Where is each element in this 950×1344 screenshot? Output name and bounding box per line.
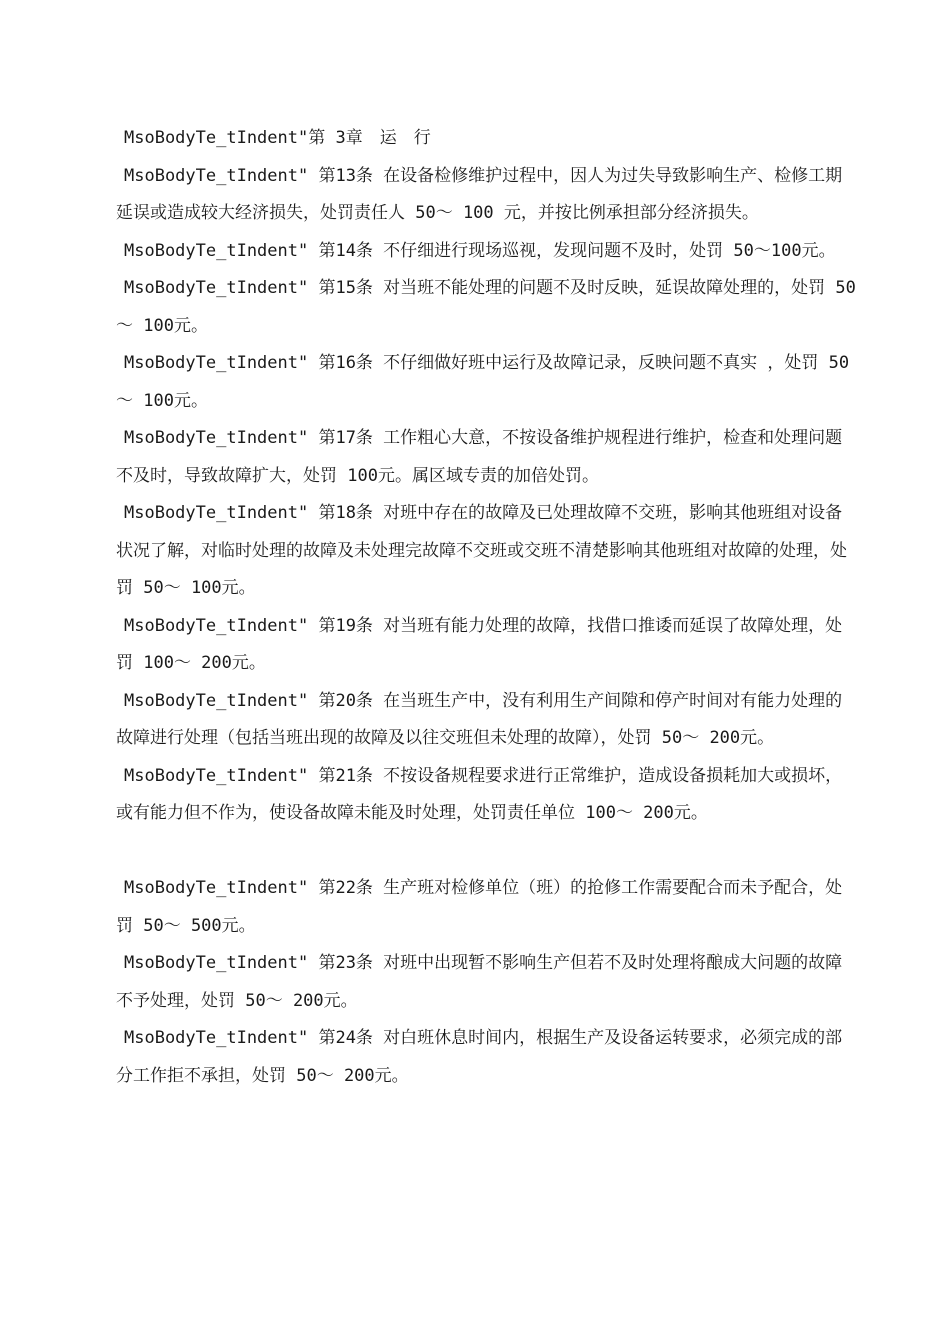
article-18: MsoBodyTe_tIndent" 第18条 对班中存在的故障及已处理故障不交班，影响其他班组对设备状况了解，对临时处理的故障及未处理完故障不交班或交班不清楚影响其他班组对故障的处理，处罚 50～ 100元。 [116, 503, 847, 598]
article-19: MsoBodyTe_tIndent" 第19条 对当班有能力处理的故障，找借口推诿而延误了故障处理，处罚 100～ 200元。 [116, 615, 843, 673]
article-15: MsoBodyTe_tIndent" 第15条 对当班不能处理的问题不及时反映，延误故障处理的，处罚 50～ 100元。 [116, 278, 856, 336]
document-body [116, 120, 856, 1095]
article-22: MsoBodyTe_tIndent" 第22条 生产班对检修单位（班）的抢修工作需要配合而未予配合，处罚 50～ 500元。 [116, 878, 843, 936]
article-21: MsoBodyTe_tIndent" 第21条 不按设备规程要求进行正常维护，造成设备损耗加大或损坏，或有能力但不作为，使设备故障未能及时处理，处罚责任单位 100～ 200元。 [116, 765, 843, 823]
article-14: MsoBodyTe_tIndent" 第14条 不仔细进行现场巡视，发现问题不及时，处罚 50～100元。 [124, 240, 836, 261]
chapter-heading: MsoBodyTe_tIndent"第 3章 运 行 [124, 128, 431, 148]
article-13: MsoBodyTe_tIndent" 第13条 在设备检修维护过程中，因人为过失导致影响生产、检修工期延误或造成较大经济损失，处罚责任人 50～ 100 元，并按比例承担部分经济损失。 [116, 165, 843, 223]
paragraph-gap [116, 833, 856, 871]
article-16: MsoBodyTe_tIndent" 第16条 不仔细做好班中运行及故障记录，反映问题不真实 ，处罚 50～ 100元。 [116, 353, 850, 411]
article-20: MsoBodyTe_tIndent" 第20条 在当班生产中，没有利用生产间隙和停产时间对有能力处理的故障进行处理（包括当班出现的故障及以往交班但未处理的故障），处罚 50～ 200元。 [116, 690, 843, 748]
article-17: MsoBodyTe_tIndent" 第17条 工作粗心大意，不按设备维护规程进行维护，检查和处理问题不及时，导致故障扩大，处罚 100元。属区域专责的加倍处罚。 [116, 428, 843, 486]
article-23: MsoBodyTe_tIndent" 第23条 对班中出现暂不影响生产但若不及时处理将酿成大问题的故障不予处理，处罚 50～ 200元。 [116, 953, 843, 1011]
article-24: MsoBodyTe_tIndent" 第24条 对白班休息时间内，根据生产及设备运转要求，必须完成的部分工作拒不承担，处罚 50～ 200元。 [116, 1028, 843, 1086]
